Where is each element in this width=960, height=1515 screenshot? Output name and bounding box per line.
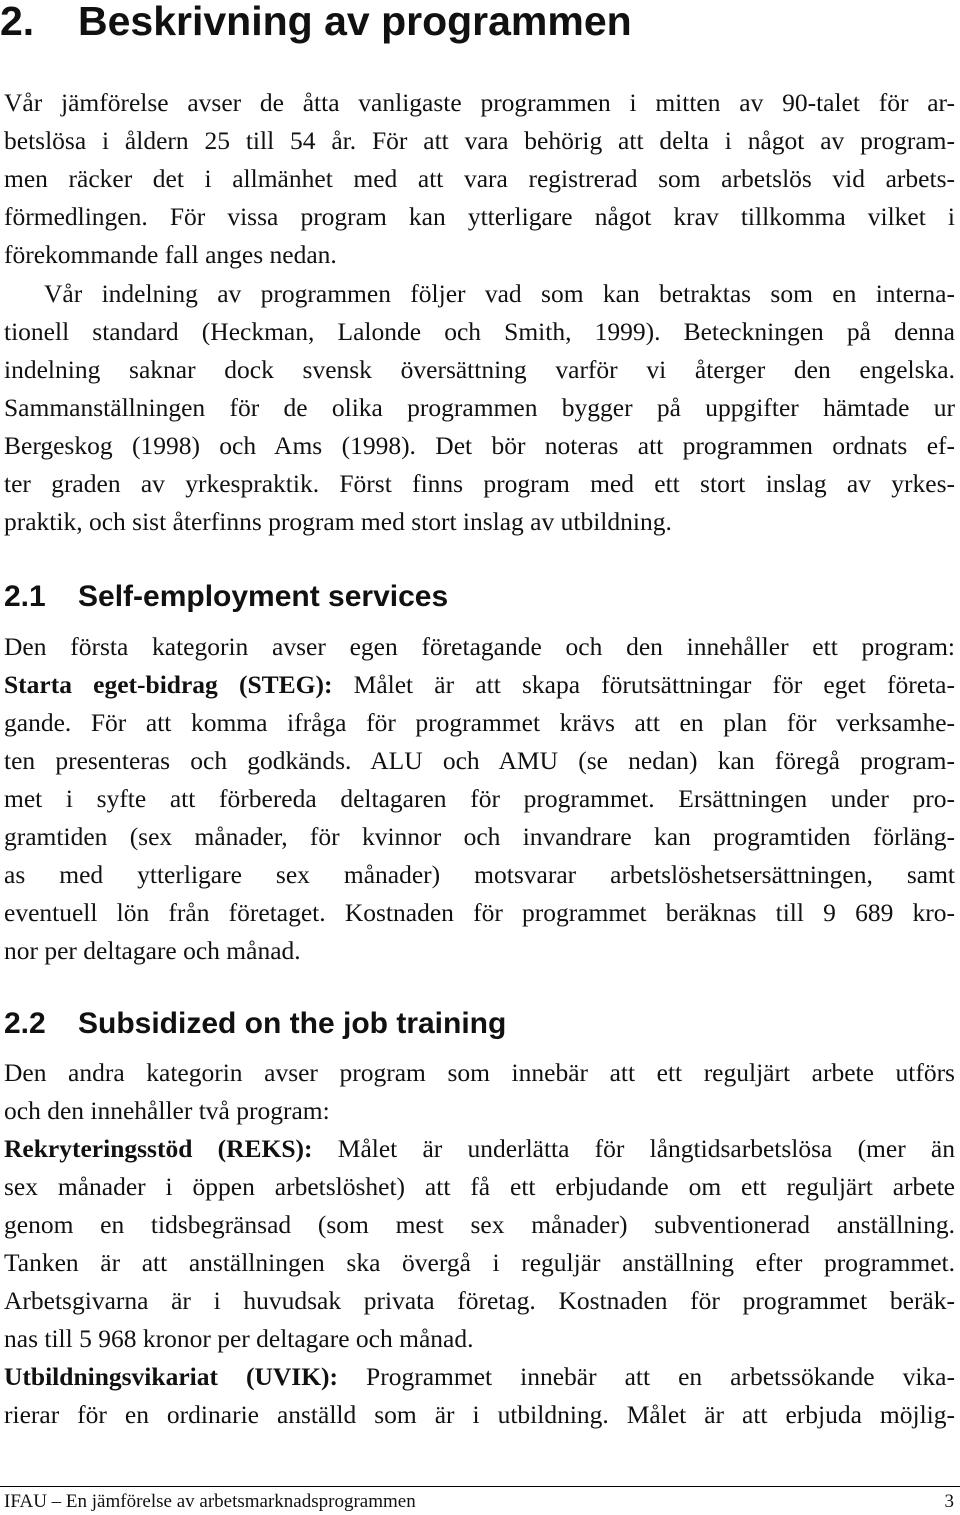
text-line: Den första kategorin avser egen företagande och den innehåller ett program: [4,632,955,661]
text-line: eventuell lön från företaget. Kostnaden för programmet beräknas till 9 689 kro- [4,898,955,927]
program-uvik-line [4,1362,955,1392]
page-heading [0,0,632,44]
section-heading-2-1 [4,579,448,615]
text-line: förekommande fall anges nedan. [4,240,337,269]
text-line: Vår jämförelse avser de åtta vanligaste programmen i mitten av 90-talet för ar- [4,88,955,117]
text-line: och den innehåller två program: [4,1096,330,1125]
section-title: Self-employment services [78,580,449,613]
page-number: 3 [944,1491,954,1512]
section-heading-2-2 [4,1006,506,1042]
program-description: Målet är underlätta för långtidsarbetslösa (mer än [312,1134,955,1163]
program-steg-line [4,670,955,700]
text-line: ten presenteras och godkänds. ALU och AMU (se nedan) kan föregå program- [4,746,955,775]
text-line: Vår indelning av programmen följer vad som kan betraktas som en interna- [44,279,955,308]
text-line: nor per deltagare och månad. [4,936,301,965]
text-line: betslösa i åldern 25 till 54 år. För att vara behörig att delta i något av program- [4,126,955,155]
text-line: Bergeskog (1998) och Ams (1998). Det bör noteras att programmen ordnats ef- [4,431,955,460]
text-line: ter graden av yrkespraktik. Först finns program med ett stort inslag av yrkes- [4,469,955,498]
text-line: indelning saknar dock svensk översättning varför vi återger den engelska. [4,355,955,384]
program-name-steg: Starta eget-bidrag (STEG): [4,670,333,699]
footer-title: IFAU – En jämförelse av arbetsmarknadsprogrammen [4,1491,416,1512]
section-number: 2.2 [4,1007,46,1040]
heading-title: Beskrivning av programmen [78,0,632,44]
text-line: Den andra kategorin avser program som innebär att ett reguljärt arbete utförs [4,1058,955,1087]
footer-divider [0,1486,960,1487]
program-reks-line [4,1134,955,1164]
text-line: met i syfte att förbereda deltagaren för programmet. Ersättningen under pro- [4,784,955,813]
text-line: praktik, och sist återfinns program med stort inslag av utbildning. [4,507,672,536]
text-line: nas till 5 968 kronor per deltagare och månad. [4,1324,474,1353]
text-line: gande. För att komma ifråga för programmet krävs att en plan för verksamhe- [4,708,955,737]
program-name-uvik: Utbildningsvikariat (UVIK): [4,1362,339,1391]
program-description: Målet är att skapa förutsättningar för eget företa- [332,670,955,699]
section-title: Subsidized on the job training [78,1007,507,1040]
text-line: Tanken är att anställningen ska övergå i reguljär anställning efter programmet. [4,1248,955,1277]
program-name-reks: Rekryteringsstöd (REKS): [4,1134,313,1163]
text-line: as med ytterligare sex månader) motsvarar arbetslöshetsersättningen, samt [4,860,955,889]
program-description: Programmet innebär att en arbetssökande vika- [338,1362,955,1391]
text-line: Arbetsgivarna är i huvudsak privata företag. Kostnaden för programmet beräk- [4,1286,955,1315]
text-line: gramtiden (sex månader, för kvinnor och invandrare kan programtiden förläng- [4,822,955,851]
text-line: rierar för en ordinarie anställd som är i utbildning. Målet är att erbjuda möjlig- [4,1400,955,1429]
text-line: Sammanställningen för de olika programmen bygger på uppgifter hämtade ur [4,393,955,422]
text-line: tionell standard (Heckman, Lalonde och Smith, 1999). Beteckningen på denna [4,317,955,346]
text-line: men räcker det i allmänhet med att vara registrerad som arbetslös vid arbets- [4,164,955,193]
text-line: genom en tidsbegränsad (som mest sex månader) subventionerad anställning. [4,1210,955,1239]
heading-number: 2. [0,0,35,44]
text-line: förmedlingen. För vissa program kan ytterligare något krav tillkomma vilket i [4,202,955,231]
text-line: sex månader i öppen arbetslöshet) att få ett erbjudande om ett reguljärt arbete [4,1172,955,1201]
section-number: 2.1 [4,580,46,613]
